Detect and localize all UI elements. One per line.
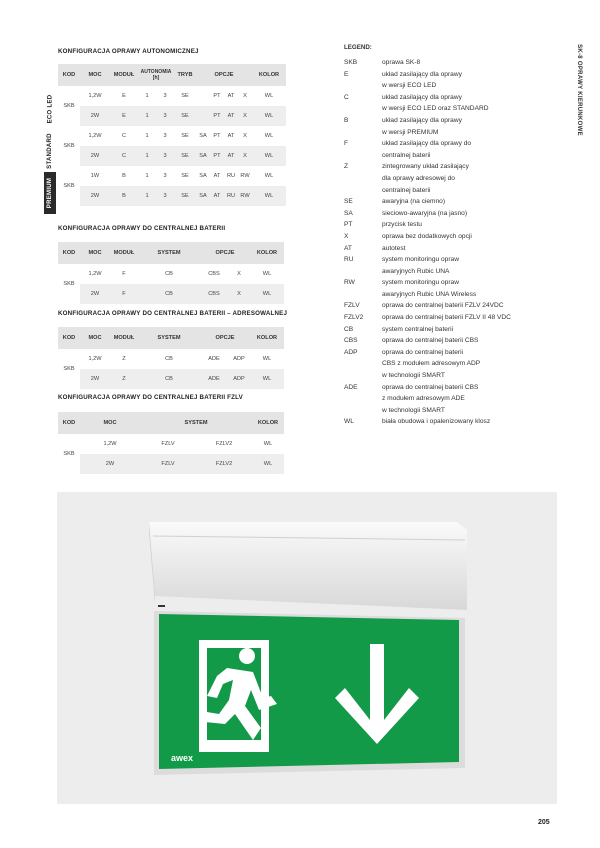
- legend-description: dla oprawy adresowej do: [382, 174, 455, 182]
- legend-key: CB: [344, 325, 354, 333]
- legend-key: SA: [344, 209, 353, 217]
- legend-item: [344, 405, 547, 417]
- legend-key: [344, 127, 382, 139]
- legend-description: układ zasilający dla oprawy do: [382, 140, 472, 148]
- table-row: SKB 1,2W C 1 3 SE SA PT AT X WL: [58, 126, 286, 146]
- legend-description: w technologii SMART: [382, 372, 445, 380]
- legend-key: FZLV: [344, 302, 360, 310]
- legend-item: [344, 347, 547, 359]
- legend-item: [344, 185, 547, 197]
- legend-description: sieciowo-awaryjna (na jasno): [382, 209, 468, 217]
- legend-description: zintegrowany układ zasilający: [382, 163, 469, 171]
- legend-key: [344, 358, 382, 370]
- legend-item: [344, 300, 547, 312]
- legend-description: układ zasilający dla oprawy: [382, 93, 462, 101]
- legend-item: [344, 243, 547, 255]
- legend-description: oprawa do centralnej baterii CBS: [382, 337, 479, 345]
- legend-description: oprawa SK-8: [382, 59, 421, 66]
- legend-item: [344, 324, 547, 336]
- legend-key: SKB: [344, 59, 358, 66]
- legend-item: [344, 208, 547, 220]
- product-photo: [57, 492, 557, 804]
- legend-item: [344, 80, 547, 92]
- legend-description: system monitoringu opraw: [382, 256, 459, 264]
- legend-description: z modułem adresowym ADE: [382, 395, 465, 403]
- legend-key: [344, 80, 382, 92]
- central-config-title: KONFIGURACJA OPRAWY DO CENTRALNEJ BATERII: [58, 225, 226, 232]
- autonomous-config-table: [58, 64, 286, 206]
- indicator-slot: [158, 605, 165, 607]
- legend-item: [344, 266, 547, 278]
- table-header: KOD MOC MODUŁ AUTONOMIA [h] TRYB OPCJE KOLOR: [58, 64, 286, 86]
- legend-item: [344, 335, 547, 347]
- legend-item: [344, 382, 547, 394]
- legend-description: oprawa do centralnej baterii CBS: [382, 383, 479, 391]
- legend-item: [344, 358, 547, 370]
- legend-item: [344, 231, 547, 243]
- legend-key: [344, 370, 382, 382]
- table-row: SKB 1,2W Z CB ADE ADP WL: [58, 349, 284, 369]
- table-row: 2W FZLV FZLV2 WL: [58, 454, 284, 474]
- legend-item: [344, 150, 547, 162]
- table-header: KOD MOC SYSTEM KOLOR: [58, 412, 284, 434]
- table-row: 2W B 1 3 SE SA AT RU RW WL: [58, 186, 286, 206]
- legend-key: E: [344, 70, 349, 78]
- legend: [344, 44, 547, 428]
- legend-key: X: [344, 232, 349, 240]
- table-row: 2W Z CB ADE ADP WL: [58, 369, 284, 389]
- legend-title: LEGEND:: [344, 44, 372, 51]
- legend-description: CBS z modułem adresowym ADP: [382, 360, 481, 368]
- legend-key: ADP: [344, 348, 358, 356]
- brand-logo: awex: [171, 753, 194, 763]
- table-header: KOD MOC MODUŁ SYSTEM OPCJE KOLOR: [58, 327, 284, 349]
- legend-description: przycisk testu: [382, 221, 422, 229]
- legend-key: AT: [344, 244, 352, 252]
- legend-description: oprawa do centralnej baterii FZLV 24VDC: [382, 302, 504, 310]
- addressable-config-title: KONFIGURACJA OPRAWY DO CENTRALNEJ BATERII – ADRESOWALNEJ: [58, 310, 288, 317]
- legend-key: RW: [344, 279, 355, 287]
- exit-sign-illustration: [57, 492, 557, 804]
- legend-key: [344, 150, 382, 162]
- legend-description: awaryjna (na ciemno): [382, 198, 446, 206]
- legend-key: [344, 393, 382, 405]
- legend-item: [344, 92, 547, 104]
- legend-description: w technologii SMART: [382, 406, 445, 414]
- legend-description: w wersji ECO LED: [382, 82, 437, 90]
- page-number: 205: [538, 819, 550, 826]
- autonomous-config-title: KONFIGURACJA OPRAWY AUTONOMICZNEJ: [58, 48, 199, 55]
- legend-description: oprawa bez dodatkowych opcji: [382, 232, 472, 240]
- legend-key: PT: [344, 221, 353, 229]
- legend-item: [344, 254, 547, 266]
- legend-key: B: [344, 116, 349, 124]
- eco-led-side-label: ECO LED: [47, 94, 53, 124]
- premium-side-label: PREMIUM: [44, 172, 56, 214]
- legend-description: awaryjnych Rubic UNA Wireless: [382, 290, 477, 298]
- legend-item: [344, 416, 547, 428]
- legend-item: [344, 219, 547, 231]
- section-side-label: SK-8 OPRAWY KIERUNKOWE: [576, 44, 582, 136]
- legend-key: [344, 289, 382, 301]
- legend-description: układ zasilający dla oprawy: [382, 116, 462, 124]
- legend-description: centralnej baterii: [382, 151, 431, 159]
- legend-key: CBS: [344, 337, 358, 345]
- legend-key: [344, 266, 382, 278]
- table-row: SKB 1,2W F CB CBS X WL: [58, 264, 284, 284]
- legend-description: w wersji ECO LED oraz STANDARD: [382, 105, 489, 113]
- table-row: 2W C 1 3 SE SA PT AT X WL: [58, 146, 286, 166]
- legend-item: [344, 161, 547, 173]
- legend-description: oprawa do centralnej baterii: [382, 348, 464, 356]
- legend-description: biała obudowa i opalenizowany klosz: [382, 418, 491, 426]
- legend-key: [344, 103, 382, 115]
- fzlv-config-title: KONFIGURACJA OPRAWY DO CENTRALNEJ BATERII FZLV: [58, 394, 243, 401]
- table-header: KOD MOC MODUŁ SYSTEM OPCJE KOLOR: [58, 242, 284, 264]
- addressable-config-table: [58, 327, 284, 389]
- legend-item: [344, 277, 547, 289]
- legend-key: [344, 405, 382, 417]
- legend-key: SE: [344, 198, 353, 206]
- legend-item: [344, 115, 547, 127]
- legend-description: system centralnej baterii: [382, 325, 454, 333]
- mounting-box: [149, 522, 467, 610]
- table-row: SKB 1,2W E 1 3 SE PT AT X WL: [58, 86, 286, 106]
- legend-key: [344, 185, 382, 197]
- legend-item: [344, 138, 547, 150]
- legend-key: F: [344, 140, 349, 148]
- legend-item: [344, 312, 547, 324]
- fzlv-config-table: [58, 412, 284, 474]
- table-row: SKB 1W B 1 3 SE SA AT RU RW WL: [58, 166, 286, 186]
- legend-key: RU: [344, 256, 354, 264]
- table-row: 2W E 1 3 SE PT AT X WL: [58, 106, 286, 126]
- table-row: 2W F CB CBS X WL: [58, 284, 284, 304]
- legend-item: [344, 127, 547, 139]
- standard-side-label: STANDARD: [47, 133, 53, 169]
- legend-item: [344, 57, 547, 69]
- legend-key: Z: [344, 163, 349, 171]
- legend-description: układ zasilający dla oprawy: [382, 70, 462, 78]
- legend-item: [344, 289, 547, 301]
- legend-item: [344, 103, 547, 115]
- legend-item: [344, 69, 547, 81]
- legend-item: [344, 196, 547, 208]
- legend-key: [344, 173, 382, 185]
- legend-description: centralnej baterii: [382, 186, 431, 194]
- legend-description: awaryjnych Rubic UNA: [382, 267, 450, 275]
- table-row: SKB 1,2W FZLV FZLV2 WL: [58, 434, 284, 454]
- legend-item: [344, 370, 547, 382]
- legend-description: w wersji PREMIUM: [382, 128, 439, 136]
- legend-description: oprawa do centralnej baterii FZLV II 48 VDC: [382, 314, 511, 322]
- legend-key: WL: [344, 418, 354, 426]
- central-config-table: [58, 242, 284, 304]
- legend-item: [344, 173, 547, 185]
- legend-description: system monitoringu opraw: [382, 279, 459, 287]
- legend-description: autotest: [382, 244, 406, 252]
- legend-item: [344, 393, 547, 405]
- legend-key: C: [344, 93, 349, 101]
- legend-key: FZLV2: [344, 314, 364, 322]
- legend-key: ADE: [344, 383, 358, 391]
